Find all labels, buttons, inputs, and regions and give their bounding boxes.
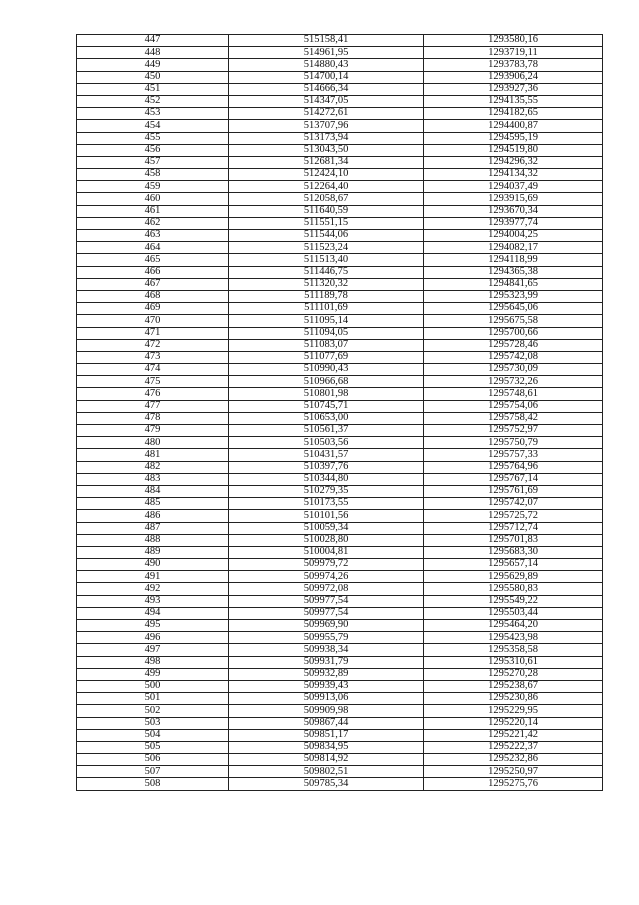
x-coordinate-cell: 514880,43 xyxy=(229,59,424,71)
point-number-cell: 496 xyxy=(77,632,229,644)
table-row xyxy=(77,35,603,47)
table-row xyxy=(77,620,603,632)
point-number-cell: 450 xyxy=(77,71,229,83)
point-number-cell: 469 xyxy=(77,303,229,315)
x-coordinate-cell: 511189,78 xyxy=(229,290,424,302)
y-coordinate-cell: 1295675,58 xyxy=(424,315,603,327)
y-coordinate-cell: 1294118,99 xyxy=(424,254,603,266)
y-coordinate-cell: 1294135,55 xyxy=(424,95,603,107)
x-coordinate-cell: 509938,34 xyxy=(229,644,424,656)
y-coordinate-cell: 1293670,34 xyxy=(424,205,603,217)
table-row xyxy=(77,376,603,388)
table-row xyxy=(77,71,603,83)
y-coordinate-cell: 1294004,25 xyxy=(424,230,603,242)
x-coordinate-cell: 514961,95 xyxy=(229,47,424,59)
point-number-cell: 459 xyxy=(77,181,229,193)
y-coordinate-cell: 1295728,46 xyxy=(424,339,603,351)
point-number-cell: 475 xyxy=(77,376,229,388)
x-coordinate-cell: 513043,50 xyxy=(229,144,424,156)
y-coordinate-cell: 1293977,74 xyxy=(424,217,603,229)
x-coordinate-cell: 509974,26 xyxy=(229,571,424,583)
table-row xyxy=(77,437,603,449)
y-coordinate-cell: 1293927,36 xyxy=(424,83,603,95)
x-coordinate-cell: 510653,00 xyxy=(229,412,424,424)
point-number-cell: 505 xyxy=(77,741,229,753)
point-number-cell: 504 xyxy=(77,729,229,741)
point-number-cell: 508 xyxy=(77,778,229,790)
y-coordinate-cell: 1295230,86 xyxy=(424,693,603,705)
point-number-cell: 470 xyxy=(77,315,229,327)
y-coordinate-cell: 1295725,72 xyxy=(424,510,603,522)
y-coordinate-cell: 1295732,26 xyxy=(424,376,603,388)
x-coordinate-cell: 511640,59 xyxy=(229,205,424,217)
point-number-cell: 458 xyxy=(77,169,229,181)
point-number-cell: 476 xyxy=(77,388,229,400)
table-row xyxy=(77,47,603,59)
point-number-cell: 482 xyxy=(77,461,229,473)
table-row xyxy=(77,693,603,705)
point-number-cell: 447 xyxy=(77,35,229,47)
x-coordinate-cell: 511523,24 xyxy=(229,242,424,254)
x-coordinate-cell: 509972,08 xyxy=(229,583,424,595)
x-coordinate-cell: 509867,44 xyxy=(229,717,424,729)
y-coordinate-cell: 1295238,67 xyxy=(424,680,603,692)
point-number-cell: 484 xyxy=(77,485,229,497)
point-number-cell: 507 xyxy=(77,766,229,778)
point-number-cell: 464 xyxy=(77,242,229,254)
y-coordinate-cell: 1295221,42 xyxy=(424,729,603,741)
table-row xyxy=(77,230,603,242)
x-coordinate-cell: 511446,75 xyxy=(229,266,424,278)
point-number-cell: 506 xyxy=(77,754,229,766)
y-coordinate-cell: 1294365,38 xyxy=(424,266,603,278)
point-number-cell: 479 xyxy=(77,425,229,437)
table-row xyxy=(77,595,603,607)
y-coordinate-cell: 1295645,06 xyxy=(424,303,603,315)
x-coordinate-cell: 510431,57 xyxy=(229,449,424,461)
table-row xyxy=(77,217,603,229)
x-coordinate-cell: 510745,71 xyxy=(229,400,424,412)
table-row xyxy=(77,108,603,120)
x-coordinate-cell: 511077,69 xyxy=(229,351,424,363)
point-number-cell: 497 xyxy=(77,644,229,656)
x-coordinate-cell: 510173,55 xyxy=(229,498,424,510)
point-number-cell: 455 xyxy=(77,132,229,144)
table-row xyxy=(77,278,603,290)
y-coordinate-cell: 1295464,20 xyxy=(424,620,603,632)
table-row xyxy=(77,193,603,205)
table-row xyxy=(77,741,603,753)
table-row xyxy=(77,473,603,485)
table-row xyxy=(77,242,603,254)
x-coordinate-cell: 511095,14 xyxy=(229,315,424,327)
point-number-cell: 474 xyxy=(77,364,229,376)
point-number-cell: 448 xyxy=(77,47,229,59)
y-coordinate-cell: 1295310,61 xyxy=(424,656,603,668)
y-coordinate-cell: 1294134,32 xyxy=(424,169,603,181)
x-coordinate-cell: 512058,67 xyxy=(229,193,424,205)
y-coordinate-cell: 1293915,69 xyxy=(424,193,603,205)
y-coordinate-cell: 1295232,86 xyxy=(424,754,603,766)
y-coordinate-cell: 1295742,08 xyxy=(424,351,603,363)
x-coordinate-cell: 511544,06 xyxy=(229,230,424,242)
x-coordinate-cell: 514347,05 xyxy=(229,95,424,107)
table-row xyxy=(77,498,603,510)
point-number-cell: 490 xyxy=(77,559,229,571)
x-coordinate-cell: 510059,34 xyxy=(229,522,424,534)
y-coordinate-cell: 1294082,17 xyxy=(424,242,603,254)
point-number-cell: 488 xyxy=(77,534,229,546)
x-coordinate-cell: 515158,41 xyxy=(229,35,424,47)
y-coordinate-cell: 1293783,78 xyxy=(424,59,603,71)
x-coordinate-cell: 509955,79 xyxy=(229,632,424,644)
y-coordinate-cell: 1295757,33 xyxy=(424,449,603,461)
y-coordinate-cell: 1295742,07 xyxy=(424,498,603,510)
table-row xyxy=(77,705,603,717)
point-number-cell: 472 xyxy=(77,339,229,351)
y-coordinate-cell: 1295761,69 xyxy=(424,485,603,497)
table-row xyxy=(77,59,603,71)
table-row xyxy=(77,254,603,266)
x-coordinate-cell: 511083,07 xyxy=(229,339,424,351)
point-number-cell: 489 xyxy=(77,546,229,558)
x-coordinate-cell: 509931,79 xyxy=(229,656,424,668)
table-row xyxy=(77,778,603,790)
x-coordinate-cell: 509851,17 xyxy=(229,729,424,741)
y-coordinate-cell: 1295700,66 xyxy=(424,327,603,339)
x-coordinate-cell: 509977,54 xyxy=(229,607,424,619)
point-number-cell: 460 xyxy=(77,193,229,205)
point-number-cell: 503 xyxy=(77,717,229,729)
x-coordinate-cell: 511551,15 xyxy=(229,217,424,229)
y-coordinate-cell: 1295683,30 xyxy=(424,546,603,558)
y-coordinate-cell: 1294841,65 xyxy=(424,278,603,290)
x-coordinate-cell: 510990,43 xyxy=(229,364,424,376)
x-coordinate-cell: 509814,92 xyxy=(229,754,424,766)
point-number-cell: 463 xyxy=(77,230,229,242)
x-coordinate-cell: 511094,05 xyxy=(229,327,424,339)
point-number-cell: 494 xyxy=(77,607,229,619)
point-number-cell: 483 xyxy=(77,473,229,485)
point-number-cell: 493 xyxy=(77,595,229,607)
x-coordinate-cell: 510801,98 xyxy=(229,388,424,400)
table-row xyxy=(77,83,603,95)
point-number-cell: 449 xyxy=(77,59,229,71)
table-row xyxy=(77,303,603,315)
y-coordinate-cell: 1295423,98 xyxy=(424,632,603,644)
point-number-cell: 498 xyxy=(77,656,229,668)
coordinates-table xyxy=(76,34,603,791)
point-number-cell: 468 xyxy=(77,290,229,302)
y-coordinate-cell: 1295712,74 xyxy=(424,522,603,534)
y-coordinate-cell: 1295580,83 xyxy=(424,583,603,595)
point-number-cell: 467 xyxy=(77,278,229,290)
x-coordinate-cell: 509977,54 xyxy=(229,595,424,607)
point-number-cell: 486 xyxy=(77,510,229,522)
y-coordinate-cell: 1295657,14 xyxy=(424,559,603,571)
x-coordinate-cell: 510966,68 xyxy=(229,376,424,388)
x-coordinate-cell: 510561,37 xyxy=(229,425,424,437)
table-row xyxy=(77,668,603,680)
table-row xyxy=(77,680,603,692)
y-coordinate-cell: 1293906,24 xyxy=(424,71,603,83)
x-coordinate-cell: 510101,56 xyxy=(229,510,424,522)
point-number-cell: 453 xyxy=(77,108,229,120)
y-coordinate-cell: 1295220,14 xyxy=(424,717,603,729)
y-coordinate-cell: 1295222,37 xyxy=(424,741,603,753)
x-coordinate-cell: 514700,14 xyxy=(229,71,424,83)
table-row xyxy=(77,425,603,437)
x-coordinate-cell: 510028,80 xyxy=(229,534,424,546)
table-row xyxy=(77,327,603,339)
table-row xyxy=(77,181,603,193)
table-row xyxy=(77,729,603,741)
x-coordinate-cell: 509969,90 xyxy=(229,620,424,632)
table-row xyxy=(77,364,603,376)
x-coordinate-cell: 510344,80 xyxy=(229,473,424,485)
x-coordinate-cell: 509913,06 xyxy=(229,693,424,705)
x-coordinate-cell: 514272,61 xyxy=(229,108,424,120)
point-number-cell: 462 xyxy=(77,217,229,229)
table-row xyxy=(77,169,603,181)
table-row xyxy=(77,632,603,644)
point-number-cell: 451 xyxy=(77,83,229,95)
point-number-cell: 499 xyxy=(77,668,229,680)
y-coordinate-cell: 1295758,42 xyxy=(424,412,603,424)
y-coordinate-cell: 1295275,76 xyxy=(424,778,603,790)
y-coordinate-cell: 1295503,44 xyxy=(424,607,603,619)
table-row xyxy=(77,400,603,412)
table-row xyxy=(77,717,603,729)
point-number-cell: 454 xyxy=(77,120,229,132)
table-row xyxy=(77,449,603,461)
x-coordinate-cell: 509802,51 xyxy=(229,766,424,778)
point-number-cell: 478 xyxy=(77,412,229,424)
point-number-cell: 461 xyxy=(77,205,229,217)
table-row xyxy=(77,120,603,132)
point-number-cell: 465 xyxy=(77,254,229,266)
point-number-cell: 466 xyxy=(77,266,229,278)
y-coordinate-cell: 1294595,19 xyxy=(424,132,603,144)
y-coordinate-cell: 1294296,32 xyxy=(424,156,603,168)
table-row xyxy=(77,534,603,546)
x-coordinate-cell: 512264,40 xyxy=(229,181,424,193)
y-coordinate-cell: 1293719,11 xyxy=(424,47,603,59)
x-coordinate-cell: 510279,35 xyxy=(229,485,424,497)
y-coordinate-cell: 1295629,89 xyxy=(424,571,603,583)
table-row xyxy=(77,754,603,766)
x-coordinate-cell: 514666,34 xyxy=(229,83,424,95)
table-row xyxy=(77,607,603,619)
y-coordinate-cell: 1295358,58 xyxy=(424,644,603,656)
y-coordinate-cell: 1295767,14 xyxy=(424,473,603,485)
y-coordinate-cell: 1295754,06 xyxy=(424,400,603,412)
point-number-cell: 471 xyxy=(77,327,229,339)
x-coordinate-cell: 509979,72 xyxy=(229,559,424,571)
table-row xyxy=(77,339,603,351)
point-number-cell: 487 xyxy=(77,522,229,534)
table-row xyxy=(77,315,603,327)
y-coordinate-cell: 1295730,09 xyxy=(424,364,603,376)
point-number-cell: 477 xyxy=(77,400,229,412)
point-number-cell: 473 xyxy=(77,351,229,363)
x-coordinate-cell: 513173,94 xyxy=(229,132,424,144)
x-coordinate-cell: 512681,34 xyxy=(229,156,424,168)
point-number-cell: 485 xyxy=(77,498,229,510)
x-coordinate-cell: 509939,43 xyxy=(229,680,424,692)
y-coordinate-cell: 1295750,79 xyxy=(424,437,603,449)
y-coordinate-cell: 1295270,28 xyxy=(424,668,603,680)
x-coordinate-cell: 513707,96 xyxy=(229,120,424,132)
y-coordinate-cell: 1295250,97 xyxy=(424,766,603,778)
point-number-cell: 501 xyxy=(77,693,229,705)
table-row xyxy=(77,266,603,278)
table-row xyxy=(77,522,603,534)
x-coordinate-cell: 510503,56 xyxy=(229,437,424,449)
table-row xyxy=(77,205,603,217)
y-coordinate-cell: 1295229,95 xyxy=(424,705,603,717)
point-number-cell: 491 xyxy=(77,571,229,583)
x-coordinate-cell: 511320,32 xyxy=(229,278,424,290)
y-coordinate-cell: 1294519,80 xyxy=(424,144,603,156)
coordinates-table-body xyxy=(77,35,603,791)
x-coordinate-cell: 509909,98 xyxy=(229,705,424,717)
y-coordinate-cell: 1295752,97 xyxy=(424,425,603,437)
point-number-cell: 495 xyxy=(77,620,229,632)
y-coordinate-cell: 1294400,87 xyxy=(424,120,603,132)
point-number-cell: 457 xyxy=(77,156,229,168)
y-coordinate-cell: 1294182,65 xyxy=(424,108,603,120)
table-row xyxy=(77,485,603,497)
point-number-cell: 500 xyxy=(77,680,229,692)
y-coordinate-cell: 1294037,49 xyxy=(424,181,603,193)
table-row xyxy=(77,644,603,656)
table-row xyxy=(77,766,603,778)
point-number-cell: 456 xyxy=(77,144,229,156)
y-coordinate-cell: 1295764,96 xyxy=(424,461,603,473)
table-row xyxy=(77,412,603,424)
y-coordinate-cell: 1295549,22 xyxy=(424,595,603,607)
table-row xyxy=(77,583,603,595)
table-row xyxy=(77,290,603,302)
y-coordinate-cell: 1295748,61 xyxy=(424,388,603,400)
x-coordinate-cell: 510397,76 xyxy=(229,461,424,473)
y-coordinate-cell: 1293580,16 xyxy=(424,35,603,47)
x-coordinate-cell: 511513,40 xyxy=(229,254,424,266)
table-row xyxy=(77,388,603,400)
point-number-cell: 492 xyxy=(77,583,229,595)
x-coordinate-cell: 511101,69 xyxy=(229,303,424,315)
point-number-cell: 502 xyxy=(77,705,229,717)
point-number-cell: 480 xyxy=(77,437,229,449)
table-row xyxy=(77,95,603,107)
y-coordinate-cell: 1295323,99 xyxy=(424,290,603,302)
table-row xyxy=(77,510,603,522)
table-row xyxy=(77,461,603,473)
y-coordinate-cell: 1295701,83 xyxy=(424,534,603,546)
table-row xyxy=(77,351,603,363)
table-row xyxy=(77,546,603,558)
table-row xyxy=(77,571,603,583)
x-coordinate-cell: 509932,89 xyxy=(229,668,424,680)
x-coordinate-cell: 512424,10 xyxy=(229,169,424,181)
point-number-cell: 481 xyxy=(77,449,229,461)
table-row xyxy=(77,559,603,571)
table-row xyxy=(77,656,603,668)
x-coordinate-cell: 509834,95 xyxy=(229,741,424,753)
x-coordinate-cell: 509785,34 xyxy=(229,778,424,790)
x-coordinate-cell: 510004,81 xyxy=(229,546,424,558)
table-row xyxy=(77,144,603,156)
table-row xyxy=(77,132,603,144)
point-number-cell: 452 xyxy=(77,95,229,107)
table-row xyxy=(77,156,603,168)
